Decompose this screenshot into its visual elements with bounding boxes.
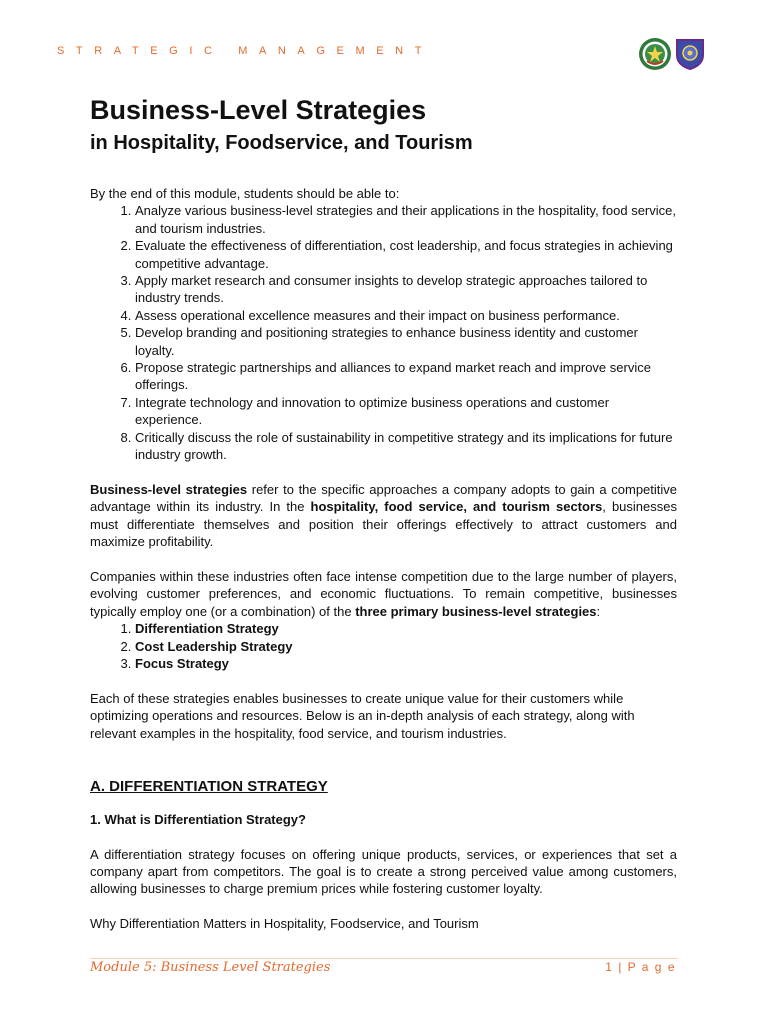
list-item: 1. Differentiation Strategy	[135, 620, 677, 637]
subsection-heading: 1. What is Differentiation Strategy?	[90, 811, 306, 827]
competition-paragraph: Companies within these industries often face intense competition due to the large number of players, evolving customer preferences, and economic fluctuations. To remain competitive, businesses typically employ one (or a combination) of the three primary business-level strategies:	[90, 568, 677, 619]
list-item: 4. Assess operational excellence measures and their impact on business performance.	[135, 307, 677, 324]
page-number: 1 | P a g e	[605, 960, 676, 974]
list-item: 5. Develop branding and positioning strategies to enhance business identity and customer loyalty.	[135, 324, 677, 359]
list-item: 2. Evaluate the effectiveness of differentiation, cost leadership, and focus strategies in achieving competitive advantage.	[135, 237, 677, 272]
college-shield-icon	[674, 37, 706, 71]
strategies-list	[90, 620, 677, 672]
objectives-intro: By the end of this module, students should be able to:	[90, 186, 400, 201]
page-subtitle: in Hospitality, Foodservice, and Tourism	[90, 132, 473, 154]
footer-module-label: Module 5: Business Level Strategies	[90, 960, 331, 975]
list-item: 6. Propose strategic partnerships and alliances to expand market reach and improve service offerings.	[135, 359, 677, 394]
list-item: 3. Apply market research and consumer insights to develop strategic approaches tailored to industry trends.	[135, 272, 677, 307]
running-header: STRATEGIC MANAGEMENT	[57, 45, 434, 57]
list-item: 7. Integrate technology and innovation to optimize business operations and customer experience.	[135, 394, 677, 429]
list-item: 8. Critically discuss the role of sustainability in competitive strategy and its implications for future industry growth.	[135, 429, 677, 464]
section-heading: A. DIFFERENTIATION STRATEGY	[90, 777, 328, 795]
objectives-list	[90, 202, 677, 463]
overview-paragraph: Each of these strategies enables businesses to create unique value for their customers while optimizing operations and resources. Below is an in-depth analysis of each strategy, along with relevant examples in the hospitality, food service, and tourism industries.	[90, 690, 635, 741]
page-title: Business-Level Strategies	[90, 95, 427, 125]
university-seal-icon	[638, 37, 672, 71]
list-item: 1. Analyze various business-level strategies and their applications in the hospitality, food service, and tourism industries.	[135, 202, 677, 237]
why-heading: Why Differentiation Matters in Hospitality, Foodservice, and Tourism	[90, 916, 479, 932]
definition-paragraph: Business-level strategies refer to the specific approaches a company adopts to gain a competitive advantage within its industry. In the hospitality, food service, and tourism sectors, businesses must differentiate themselves and position their offerings effectively to attract customers and maximize profitability.	[90, 481, 678, 550]
logo-group	[638, 37, 706, 71]
footer-divider	[90, 958, 678, 959]
list-item: 3. Focus Strategy	[135, 655, 677, 672]
list-item: 2. Cost Leadership Strategy	[135, 638, 677, 655]
document-body	[90, 185, 677, 933]
differentiation-paragraph: A differentiation strategy focuses on offering unique products, services, or experiences that set a company apart from competitors. The goal is to create a strong perceived value among customers, allowing businesses to charge premium prices while fostering customer loyalty.	[90, 846, 677, 897]
